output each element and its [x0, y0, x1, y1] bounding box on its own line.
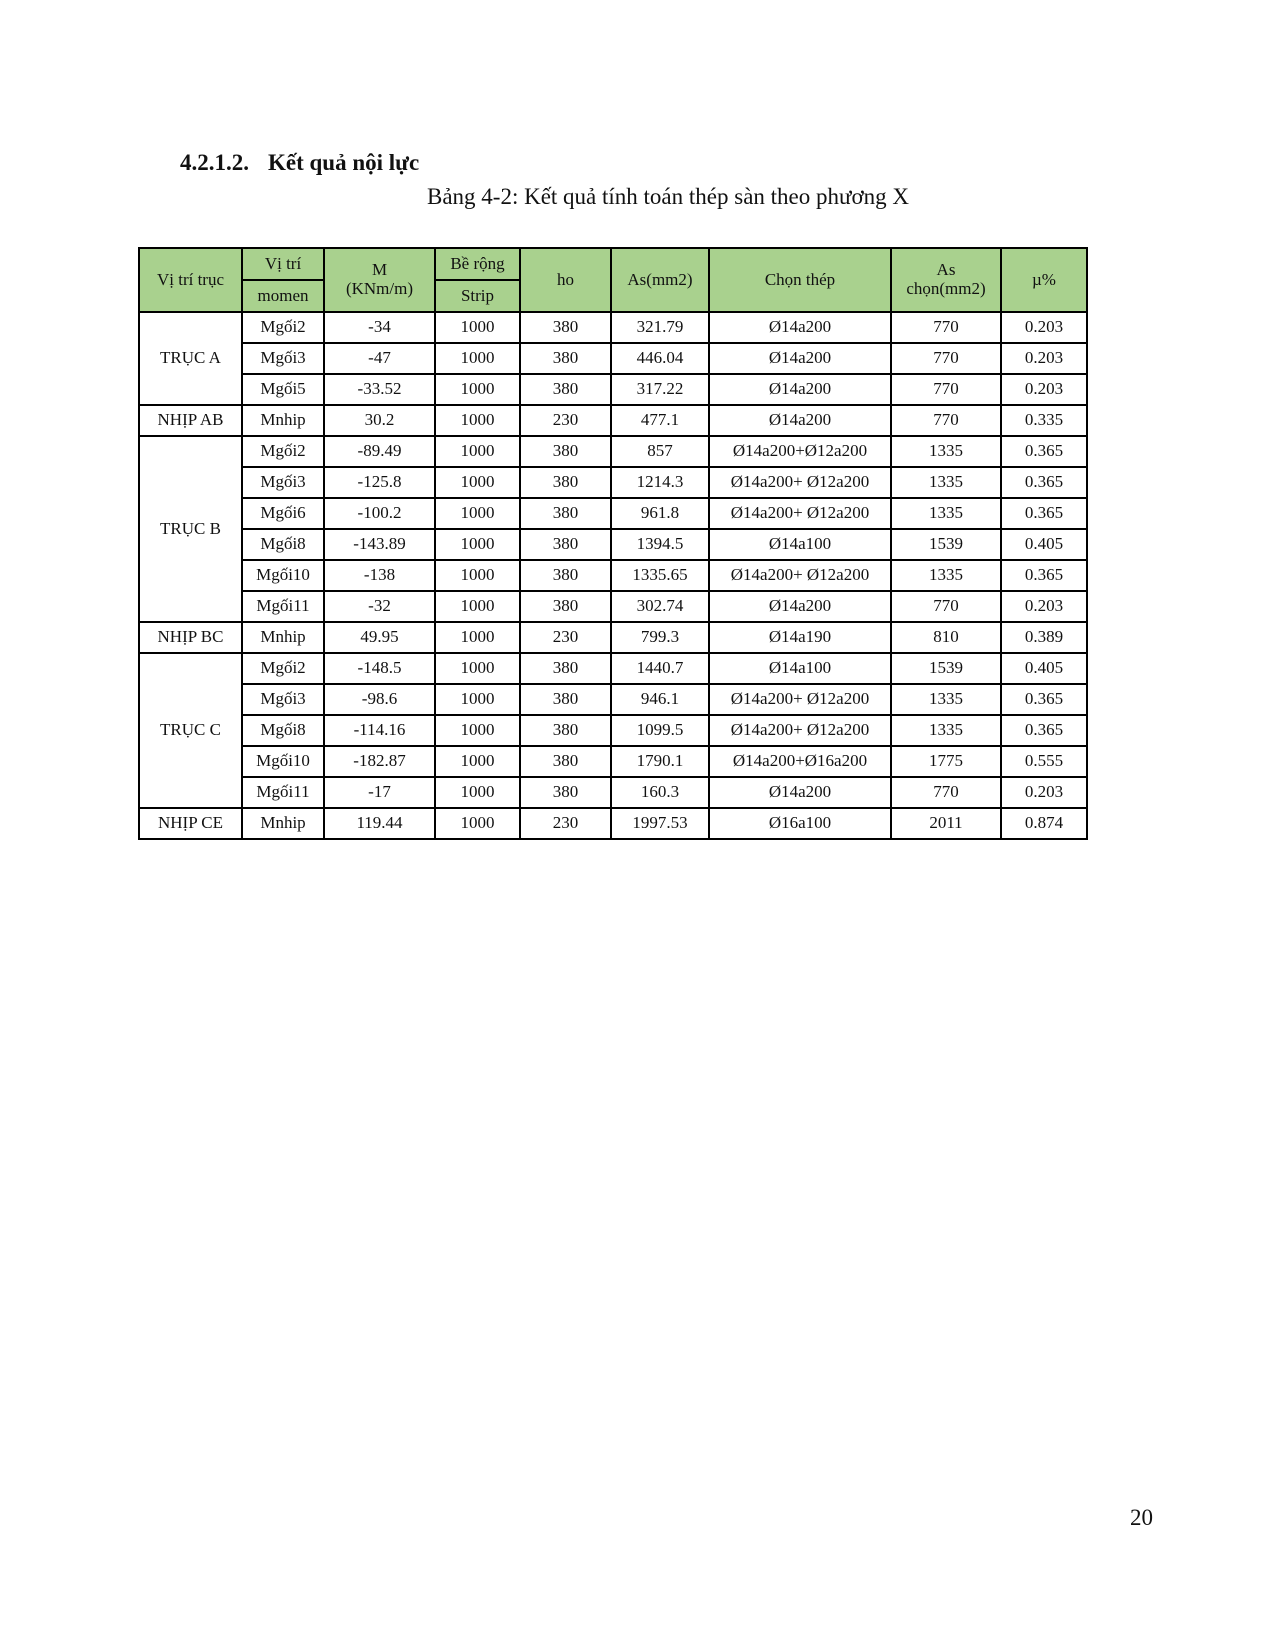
cell-position: Mgối3 [242, 684, 324, 715]
header-mu: µ% [1001, 248, 1087, 312]
section-title: Kết quả nội lực [268, 150, 420, 175]
page-number: 20 [1130, 1505, 1153, 1530]
cell-position: Mgối3 [242, 343, 324, 374]
cell-position: Mnhip [242, 405, 324, 436]
cell-as-chosen: 770 [891, 343, 1001, 374]
header-position-top: Vị trí [242, 248, 324, 280]
header-moment-bottom: (KNm/m) [345, 279, 414, 298]
cell-ho: 380 [520, 653, 611, 684]
cell-ho: 380 [520, 560, 611, 591]
cell-moment: -47 [324, 343, 435, 374]
cell-as-chosen: 1335 [891, 684, 1001, 715]
cell-as-chosen: 1335 [891, 498, 1001, 529]
cell-ho: 230 [520, 808, 611, 839]
header-moment [324, 248, 435, 312]
table-row [139, 622, 1087, 653]
header-position-bottom: momen [242, 280, 324, 312]
cell-strip: 1000 [435, 436, 520, 467]
cell-position: Mgối3 [242, 467, 324, 498]
cell-strip: 1000 [435, 374, 520, 405]
cell-as-chosen: 1335 [891, 467, 1001, 498]
cell-as: 961.8 [611, 498, 709, 529]
cell-ho: 380 [520, 529, 611, 560]
cell-strip: 1000 [435, 312, 520, 343]
cell-mu: 0.389 [1001, 622, 1087, 653]
cell-mu: 0.203 [1001, 343, 1087, 374]
cell-as: 446.04 [611, 343, 709, 374]
cell-strip: 1000 [435, 498, 520, 529]
cell-steel: Ø14a200 [709, 374, 891, 405]
cell-position: Mgối11 [242, 591, 324, 622]
cell-mu: 0.203 [1001, 591, 1087, 622]
cell-position: Mgối2 [242, 653, 324, 684]
cell-moment: -89.49 [324, 436, 435, 467]
cell-steel: Ø14a200+ Ø12a200 [709, 498, 891, 529]
cell-moment: -33.52 [324, 374, 435, 405]
steel-results-table [138, 247, 1088, 840]
cell-steel: Ø14a200 [709, 312, 891, 343]
cell-mu: 0.555 [1001, 746, 1087, 777]
table-body [139, 312, 1087, 839]
table-row [139, 343, 1087, 374]
cell-as: 799.3 [611, 622, 709, 653]
cell-axis: TRỤC C [139, 653, 242, 808]
cell-ho: 380 [520, 467, 611, 498]
table-row [139, 777, 1087, 808]
cell-moment: 119.44 [324, 808, 435, 839]
table-row [139, 808, 1087, 839]
table-header [139, 248, 1087, 312]
cell-mu: 0.365 [1001, 498, 1087, 529]
table-row [139, 715, 1087, 746]
cell-ho: 380 [520, 343, 611, 374]
cell-as-chosen: 1335 [891, 436, 1001, 467]
table-row [139, 498, 1087, 529]
cell-as: 1790.1 [611, 746, 709, 777]
cell-ho: 380 [520, 374, 611, 405]
cell-steel: Ø14a200+ Ø12a200 [709, 560, 891, 591]
cell-steel: Ø14a200+Ø16a200 [709, 746, 891, 777]
cell-strip: 1000 [435, 405, 520, 436]
cell-mu: 0.405 [1001, 653, 1087, 684]
cell-steel: Ø14a200+Ø12a200 [709, 436, 891, 467]
header-ho: ho [520, 248, 611, 312]
cell-as-chosen: 770 [891, 777, 1001, 808]
header-row-1 [139, 248, 1087, 280]
cell-as-chosen: 1335 [891, 560, 1001, 591]
cell-as: 160.3 [611, 777, 709, 808]
table-row [139, 467, 1087, 498]
cell-steel: Ø16a100 [709, 808, 891, 839]
table-caption: Bảng 4-2: Kết quả tính toán thép sàn theo phương X [427, 184, 909, 209]
cell-axis: TRỤC B [139, 436, 242, 622]
cell-steel: Ø14a200 [709, 405, 891, 436]
cell-ho: 380 [520, 746, 611, 777]
section-heading [180, 150, 419, 176]
cell-mu: 0.405 [1001, 529, 1087, 560]
cell-moment: -125.8 [324, 467, 435, 498]
cell-as: 302.74 [611, 591, 709, 622]
cell-mu: 0.203 [1001, 312, 1087, 343]
cell-as: 317.22 [611, 374, 709, 405]
cell-position: Mgối2 [242, 312, 324, 343]
cell-mu: 0.365 [1001, 560, 1087, 591]
cell-mu: 0.335 [1001, 405, 1087, 436]
cell-as: 321.79 [611, 312, 709, 343]
cell-as-chosen: 1539 [891, 529, 1001, 560]
cell-position: Mgối8 [242, 715, 324, 746]
cell-as: 477.1 [611, 405, 709, 436]
cell-steel: Ø14a200+ Ø12a200 [709, 684, 891, 715]
cell-ho: 380 [520, 591, 611, 622]
cell-as-chosen: 1539 [891, 653, 1001, 684]
cell-moment: -98.6 [324, 684, 435, 715]
cell-strip: 1000 [435, 777, 520, 808]
cell-position: Mnhip [242, 808, 324, 839]
table-row [139, 312, 1087, 343]
cell-as: 1099.5 [611, 715, 709, 746]
table-row [139, 591, 1087, 622]
header-width-bottom: Strip [435, 280, 520, 312]
cell-strip: 1000 [435, 529, 520, 560]
cell-moment: 49.95 [324, 622, 435, 653]
table-row [139, 684, 1087, 715]
table-row [139, 560, 1087, 591]
cell-axis: NHỊP AB [139, 405, 242, 436]
cell-strip: 1000 [435, 808, 520, 839]
cell-strip: 1000 [435, 467, 520, 498]
cell-position: Mgối11 [242, 777, 324, 808]
header-axis: Vị trí trục [139, 248, 242, 312]
cell-position: Mgối6 [242, 498, 324, 529]
cell-steel: Ø14a200 [709, 343, 891, 374]
cell-ho: 230 [520, 405, 611, 436]
cell-steel: Ø14a200 [709, 777, 891, 808]
cell-moment: -138 [324, 560, 435, 591]
cell-moment: -17 [324, 777, 435, 808]
cell-strip: 1000 [435, 591, 520, 622]
cell-ho: 230 [520, 622, 611, 653]
header-as: As(mm2) [611, 248, 709, 312]
cell-ho: 380 [520, 498, 611, 529]
cell-strip: 1000 [435, 746, 520, 777]
cell-moment: -148.5 [324, 653, 435, 684]
cell-axis: TRỤC A [139, 312, 242, 405]
cell-mu: 0.365 [1001, 715, 1087, 746]
cell-moment: -182.87 [324, 746, 435, 777]
header-as-chosen [891, 248, 1001, 312]
cell-ho: 380 [520, 715, 611, 746]
cell-position: Mgối2 [242, 436, 324, 467]
cell-strip: 1000 [435, 715, 520, 746]
cell-as: 1214.3 [611, 467, 709, 498]
cell-steel: Ø14a200+ Ø12a200 [709, 467, 891, 498]
cell-mu: 0.365 [1001, 684, 1087, 715]
cell-as-chosen: 1335 [891, 715, 1001, 746]
table-row [139, 436, 1087, 467]
cell-strip: 1000 [435, 343, 520, 374]
cell-steel: Ø14a190 [709, 622, 891, 653]
cell-position: Mgối10 [242, 746, 324, 777]
table-row [139, 529, 1087, 560]
cell-moment: -32 [324, 591, 435, 622]
section-number: 4.2.1.2. [180, 150, 249, 175]
table-row [139, 653, 1087, 684]
cell-axis: NHỊP CE [139, 808, 242, 839]
cell-mu: 0.365 [1001, 467, 1087, 498]
cell-as: 1997.53 [611, 808, 709, 839]
cell-strip: 1000 [435, 622, 520, 653]
cell-ho: 380 [520, 684, 611, 715]
header-moment-top: M [371, 260, 388, 280]
cell-ho: 380 [520, 777, 611, 808]
cell-as-chosen: 770 [891, 312, 1001, 343]
cell-strip: 1000 [435, 560, 520, 591]
cell-steel: Ø14a100 [709, 529, 891, 560]
cell-mu: 0.874 [1001, 808, 1087, 839]
cell-position: Mgối10 [242, 560, 324, 591]
cell-as-chosen: 2011 [891, 808, 1001, 839]
cell-moment: 30.2 [324, 405, 435, 436]
header-as-chosen-top: As [936, 260, 956, 280]
cell-position: Mgối5 [242, 374, 324, 405]
cell-position: Mnhip [242, 622, 324, 653]
table-row [139, 746, 1087, 777]
cell-moment: -34 [324, 312, 435, 343]
cell-as-chosen: 770 [891, 374, 1001, 405]
cell-position: Mgối8 [242, 529, 324, 560]
cell-mu: 0.203 [1001, 777, 1087, 808]
cell-mu: 0.365 [1001, 436, 1087, 467]
cell-axis: NHỊP BC [139, 622, 242, 653]
cell-as-chosen: 810 [891, 622, 1001, 653]
cell-moment: -143.89 [324, 529, 435, 560]
cell-as: 1335.65 [611, 560, 709, 591]
cell-strip: 1000 [435, 684, 520, 715]
cell-as-chosen: 770 [891, 405, 1001, 436]
table-row [139, 374, 1087, 405]
cell-as: 1440.7 [611, 653, 709, 684]
header-as-chosen-bottom: chọn(mm2) [906, 279, 986, 298]
cell-as: 857 [611, 436, 709, 467]
cell-as: 946.1 [611, 684, 709, 715]
cell-strip: 1000 [435, 653, 520, 684]
cell-as: 1394.5 [611, 529, 709, 560]
cell-steel: Ø14a200+ Ø12a200 [709, 715, 891, 746]
cell-ho: 380 [520, 436, 611, 467]
header-steel: Chọn thép [709, 248, 891, 312]
cell-ho: 380 [520, 312, 611, 343]
cell-moment: -100.2 [324, 498, 435, 529]
table-row [139, 405, 1087, 436]
cell-as-chosen: 770 [891, 591, 1001, 622]
cell-as-chosen: 1775 [891, 746, 1001, 777]
cell-steel: Ø14a100 [709, 653, 891, 684]
cell-mu: 0.203 [1001, 374, 1087, 405]
header-width-top: Bề rộng [435, 248, 520, 280]
cell-steel: Ø14a200 [709, 591, 891, 622]
cell-moment: -114.16 [324, 715, 435, 746]
